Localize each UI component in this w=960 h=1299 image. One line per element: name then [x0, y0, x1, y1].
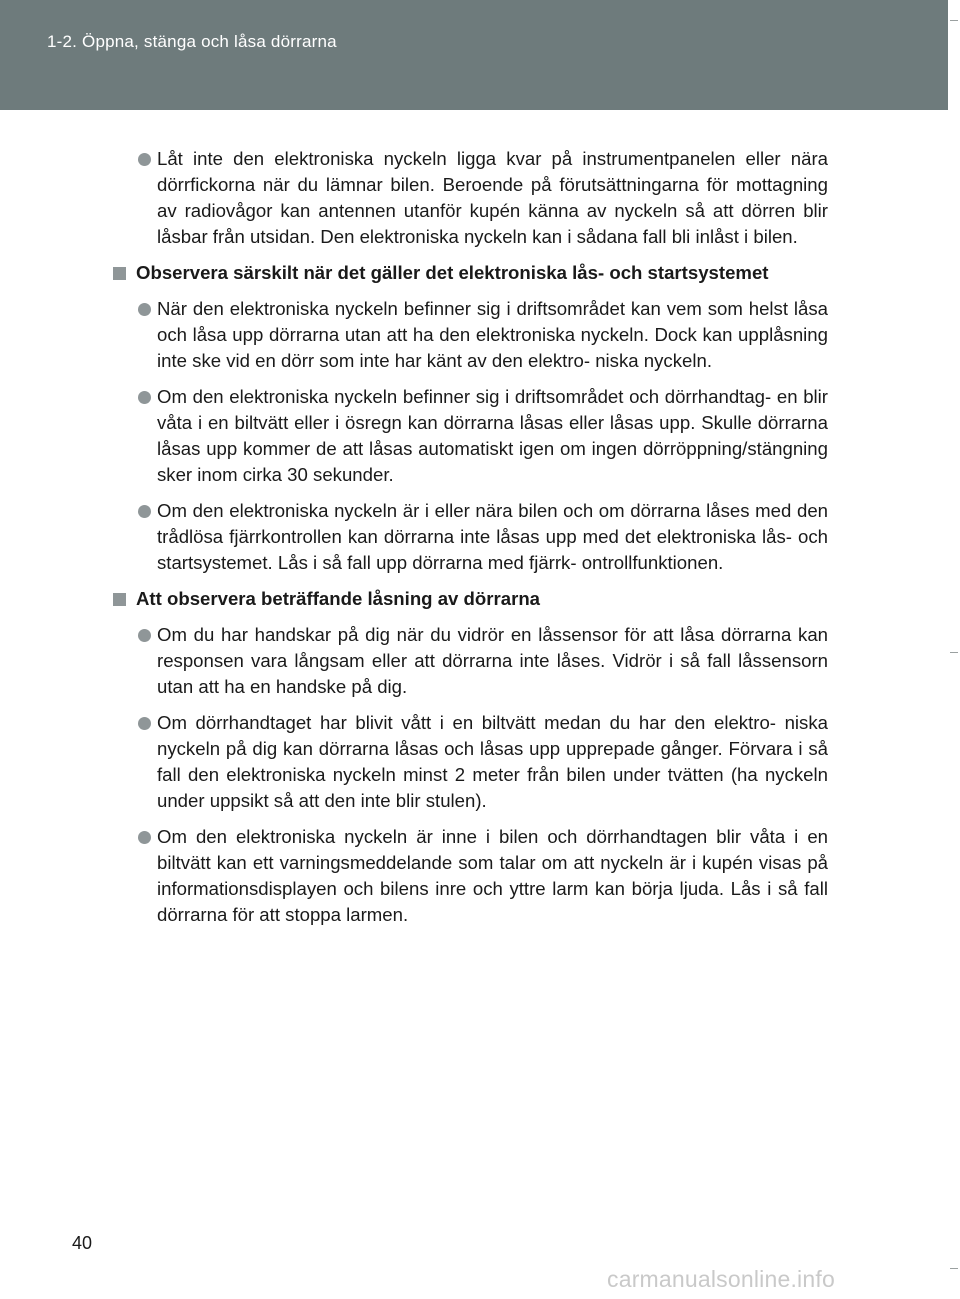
bullet-dot-icon: [138, 505, 151, 518]
bullet-dot-icon: [138, 303, 151, 316]
crop-mark: [950, 1268, 958, 1269]
bullet-dot-icon: [138, 153, 151, 166]
crop-mark: [950, 20, 958, 21]
bullet-dot-icon: [138, 831, 151, 844]
watermark: carmanualsonline.info: [607, 1266, 835, 1292]
bullet-item: [112, 384, 828, 488]
bullet-item: [112, 710, 828, 814]
bullet-dot-icon: [138, 629, 151, 642]
bullet-text: Om dörrhandtaget har blivit vått i en biltvätt medan du har den elektro- niska nyckeln på dig kan dörrarna låsas och låsas upp upprepade gånger. Förvara i så fall den elektroniska nyckeln minst 2 meter från bilen under tvätten (ha nyckeln under uppsikt så att den inte blir stulen).: [157, 712, 828, 811]
square-bullet-icon: [113, 593, 126, 606]
heading-text: Observera särskilt när det gäller det elektroniska lås- och startsystemet: [136, 262, 769, 283]
bullet-item: [112, 622, 828, 700]
page-number: 40: [72, 1233, 93, 1253]
bullet-text: Om den elektroniska nyckeln är inne i bilen och dörrhandtagen blir våta i en biltvätt kan ett varningsmeddelande som talar om att nyckeln är i kupén visas på informationsdisplayen och bilens inre och yttre larm kan börja ljuda. Lås i så fall dörrarna för att stoppa larmen.: [157, 826, 828, 925]
section-heading: [112, 260, 828, 286]
page-content: [112, 146, 828, 938]
bullet-text: Om du har handskar på dig när du vidrör en låssensor för att låsa dörrarna kan responsen vara långsam eller att dörrarna inte låses. Vidrör i så fall låssensorn utan att ha en handske på dig.: [157, 624, 828, 697]
bullet-dot-icon: [138, 391, 151, 404]
bullet-text: Om den elektroniska nyckeln är i eller nära bilen och om dörrarna låses med den trådlösa fjärrkontrollen kan dörrarna inte låsas upp med det elektroniska lås- och startsystemet. Lås i så fall upp dörrarna med fjärrk- ontrollfunktionen.: [157, 500, 828, 573]
bullet-item: [112, 498, 828, 576]
section-heading: [112, 586, 828, 612]
bullet-item: [112, 824, 828, 928]
bullet-text: När den elektroniska nyckeln befinner sig i driftsområdet kan vem som helst låsa och låsa upp dörrarna utan att ha den elektroniska nyckeln. Dock kan upplåsning inte ske vid en dörr som inte har känt av den elektro- niska nyckeln.: [157, 298, 828, 371]
bullet-item: [112, 146, 828, 250]
crop-mark: [950, 652, 958, 653]
bullet-text: Låt inte den elektroniska nyckeln ligga kvar på instrumentpanelen eller nära dörrfickorna när du lämnar bilen. Beroende på förutsättningarna för mottagning av radiovågor kan antennen utanför kupén känna av nyckeln så att dörren blir låsbar från utsidan. Den elektroniska nyckeln kan i sådana fall bli inlåst i bilen.: [157, 148, 828, 247]
page-header: [0, 0, 948, 110]
heading-text: Att observera beträffande låsning av dörrarna: [136, 588, 541, 609]
square-bullet-icon: [113, 267, 126, 280]
section-title: 1-2. Öppna, stänga och låsa dörrarna: [47, 32, 337, 51]
bullet-item: [112, 296, 828, 374]
bullet-text: Om den elektroniska nyckeln befinner sig i driftsområdet och dörrhandtag- en blir våta i en biltvätt eller i ösregn kan dörrarna låsas eller låsas upp. Skulle dörrarna låsas upp kommer de att låsas automatiskt igen om ingen dörröppning/stängning sker inom cirka 30 sekunder.: [157, 386, 828, 485]
bullet-dot-icon: [138, 717, 151, 730]
